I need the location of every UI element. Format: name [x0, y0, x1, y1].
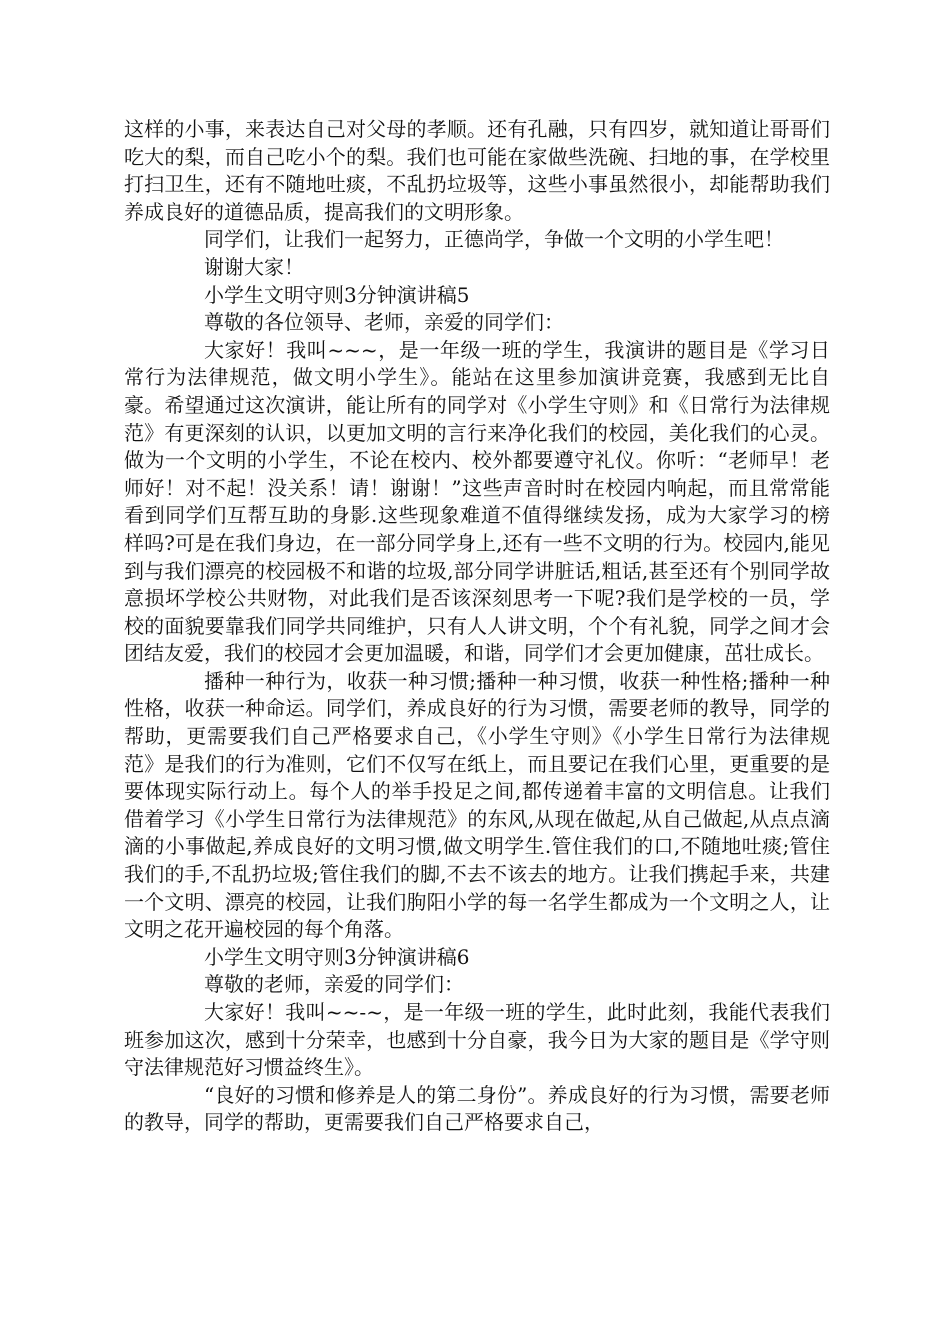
section-heading-5: 小学生文明守则3分钟演讲稿5	[204, 282, 470, 307]
salutation-6: 尊敬的老师，亲爱的同学们：	[204, 972, 464, 997]
paragraph-speech-6-intro: 大家好！我叫~~-~，是一年级一班的学生，此时此刻，我能代表我们班参加这次，感到十分荣幸，也感到十分自豪，我今日为大家的题目是《学守则 守法律规范好习惯益终生》。	[124, 1000, 830, 1080]
paragraph-continuation: 这样的小事，来表达自己对父母的孝顺。还有孔融，只有四岁，就知道让哥哥们吃大的梨，而自己吃小个的梨。我们也可能在家做些洗碗、扫地的事，在学校里打扫卫生，还有不随地吐痰，不乱扔垃圾等，这些小事虽然很小，却能帮助我们养成良好的道德品质，提高我们的文明形象。	[124, 117, 830, 224]
salutation-5: 尊敬的各位领导、老师，亲爱的同学们：	[204, 310, 564, 335]
paragraph-thanks: 谢谢大家！	[204, 254, 304, 279]
paragraph-call-to-action: 同学们，让我们一起努力，正德尚学，争做一个文明的小学生吧！	[204, 227, 784, 252]
section-heading-6: 小学生文明守则3分钟演讲稿6	[204, 944, 470, 969]
paragraph-speech-5-body: 大家好！我叫~~~，是一年级一班的学生，我演讲的题目是《学习日常行为法律规范，做文明小学生》。能站在这里参加演讲竞赛，我感到无比自豪。希望通过这次演讲，能让所有的同学对《小学生守则》和《日常行为法律规范》有更深刻的认识，以更加文明的言行来净化我们的校园，美化我们的心灵。做为一个文明的小学生，不论在校内、校外都要遵守礼仪。你听：“老师早！老师好！对不起！没关系！请！谢谢！”这些声音时时在校园内响起，而且常常能看到同学们互帮互助的身影.这些现象难道不值得继续发扬，成为大家学习的榜样吗?可是在我们身边，在一部分同学身上,还有一些不文明的行为。校园内,能见到与我们漂亮的校园极不和谐的垃圾,部分同学讲脏话,粗话,甚至还有个别同学故意损坏学校公共财物，对此我们是否该深刻思考一下呢?我们是学校的一员，学校的面貌要靠我们同学共同维护，只有人人讲文明，个个有礼貌，同学之间才会团结友爱，我们的校园才会更加温暖，和谐，同学们才会更加健康，茁壮成长。	[124, 337, 830, 666]
paragraph-speech-5-habits: 播种一种行为，收获一种习惯;播种一种习惯，收获一种性格;播种一种性格，收获一种命运。同学们，养成良好的行为习惯，需要老师的教导，同学的帮助，更需要我们自己严格要求自己，《小学生守则》《小学生日常行为法律规范》是我们的行为准则，它们不仅写在纸上，而且要记在我们心里，更重要的是要体现实际行动上。每个人的举手投足之间,都传递着丰富的文明信息。让我们借着学习《小学生日常行为法律规范》的东风,从现在做起,从自己做起,从点点滴滴的小事做起,养成良好的文明习惯,做文明学生.管住我们的口,不随地吐痰;管住我们的手,不乱扔垃圾;管住我们的脚,不去不该去的地方。让我们携起手来，共建一个文明、漂亮的校园，让我们朐阳小学的每一名学生都成为一个文明之人，让文明之花开遍校园的每个角落。	[124, 668, 830, 942]
document-body	[124, 116, 830, 1137]
paragraph-speech-6-quote: “良好的习惯和修养是人的第二身份”。养成良好的行为习惯，需要老师的教导，同学的帮助，更需要我们自己严格要求自己，	[124, 1082, 830, 1135]
